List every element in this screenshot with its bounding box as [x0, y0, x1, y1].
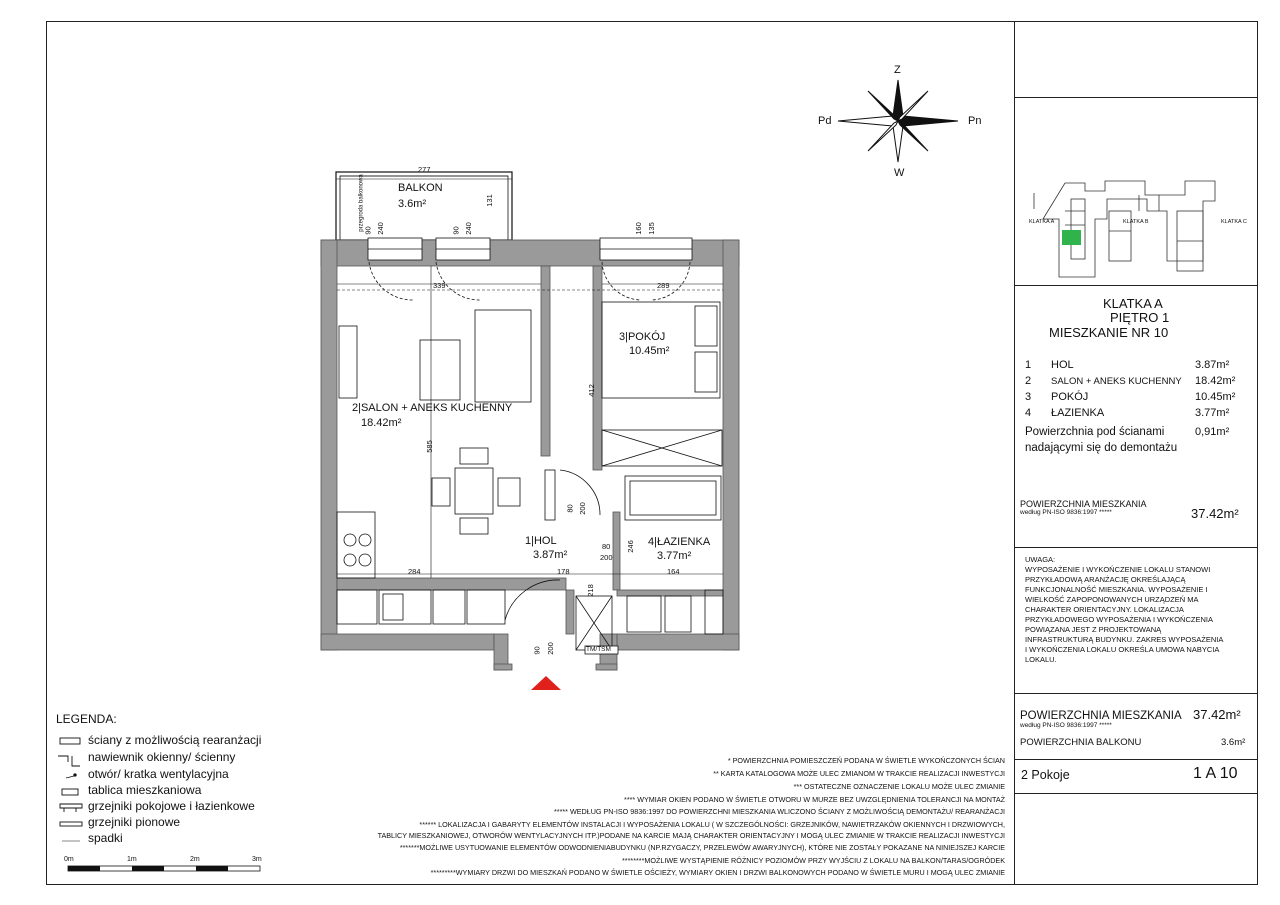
sofa [475, 310, 531, 402]
dim: 412 [586, 384, 596, 397]
dim: 200 [577, 502, 587, 515]
keyplan-label-b: KLATKA B [1123, 219, 1149, 225]
footnote: ********MOŻLIWE WYSTĄPIENIE RÓŻNICY POZIOMÓW PRZY WYJŚCIU Z LOKALU NA BALKON/TARAS/OGRÓDEK [622, 856, 1005, 865]
dim: 339 [433, 281, 446, 290]
dim: 200 [600, 553, 613, 562]
apartment-highlight [1062, 230, 1081, 245]
footnote: ** KARTA KATALOGOWA MOŻE ULEC ZMIANOM W TRAKCIE REALIZACJI INWESTYCJI [713, 769, 1005, 778]
balcony-divider-tag: przegroda balkonowa [358, 174, 365, 232]
footnote: TABLICY MIESZKANIOWEJ, OTWORÓW WENTYLACYJNYCH ITP.)PODANE NA KARCIE MAJĄ CHARAKTER ORIENTACYJNY I MOGĄ ULEC ZMIANIE W TRAKCIE REALIZACJI INWESTYCJI [377, 831, 1005, 840]
bottom-summary-area: 37.42m² [1193, 707, 1241, 722]
keyplan-label-a: KLATKA A [1029, 219, 1055, 225]
dim: 200 [545, 642, 555, 655]
remarks-block: UWAGA: WYPOSAŻENIE I WYKOŃCZENIE LOKALU STANOWI PRZYKŁADOWĄ ARANŻACJĘ OKREŚLAJĄCĄ FUNKCJONALNOŚĆ MIESZKANIA. WYPOSAŻENIE I WIELKOŚĆ ZAPOPONOWANYCH URZĄDZEŃ MA CHARAKTER ORIENTACYJNY. LOKALIZACJA PRZYKŁADOWEGO WYPOSAŻENIA I WYKOŃCZENIA POWIĄZANA JEST Z PROJEKTOWANĄ INFRASTRUKTURĄ BUDYNKU. ZAKRES WYPOSAŻENIA I WYKOŃCZENIA LOKALU OKREŚLA UMOWA NABYCIA LOKALU. [1025, 555, 1224, 664]
bottom-summary-sub: według PN-ISO 9836:1997 ***** [1020, 722, 1112, 729]
dim: 585 [424, 440, 434, 453]
room2-area: 18.42m² [361, 417, 402, 429]
coffee-table [420, 340, 460, 400]
scale-label: 3m [252, 856, 262, 863]
walls [321, 240, 739, 670]
room4-name: 4|ŁAZIENKA [648, 536, 711, 548]
legend-symbols [58, 738, 82, 841]
entrance-marker [531, 676, 561, 690]
dim: 289 [657, 281, 670, 290]
room1-area: 3.87m² [533, 549, 568, 561]
stove [337, 512, 375, 578]
walls-note-line2: nadającymi się do demontażu [1025, 442, 1178, 454]
sink [379, 590, 431, 624]
dim: 90 [532, 646, 542, 655]
summary-area: 37.42m² [1191, 506, 1239, 521]
stair-label: KLATKA A [1103, 296, 1163, 311]
dim: 246 [625, 540, 635, 553]
room-count: 2 Pokoje [1021, 768, 1070, 782]
dim: 80 [565, 504, 575, 513]
dim: 240 [463, 222, 473, 235]
dim: 135 [646, 222, 656, 235]
apartment-code: 1 A 10 [1193, 765, 1238, 782]
compass-west: Pd [818, 115, 832, 127]
summary-label: POWIERZCHNIA MIESZKANIA [1020, 499, 1147, 509]
summary-sub: według PN-ISO 9836:1997 ***** [1020, 509, 1112, 516]
scale-bar [68, 866, 260, 871]
compass-east: Pn [968, 115, 982, 127]
tm-label: TM/TSM [586, 646, 611, 653]
dim: 80 [602, 542, 611, 551]
dim: 178 [557, 567, 570, 576]
legend-title: LEGENDA: [56, 712, 117, 726]
footnote: *******MOŻLIWE USYTUOWANIE ELEMENTÓW ODWODNIENIABUDYNKU (NP.RZYGACZY, PRZELEWÓW AWARYJNYCH), KTÓRE NIE ZOSTAŁY POKAZANE NA NINIEJSZEJ KARCIE [399, 843, 1005, 852]
room4-area: 3.77m² [657, 550, 692, 562]
dim: 90 [451, 226, 461, 235]
footnote: * POWIERZCHNIA POMIESZCZEŃ PODANA W ŚWIETLE WYKOŃCZONYCH ŚCIAN [727, 756, 1005, 765]
compass-north: Z [894, 64, 901, 76]
walls-note-area: 0,91m² [1195, 426, 1230, 438]
dim: 218 [585, 584, 595, 597]
bottom-summary-label: POWIERZCHNIA MIESZKANIA [1020, 710, 1182, 722]
room3-area: 10.45m² [629, 345, 670, 357]
room1-name: 1|HOL [525, 535, 557, 547]
info-panel: KLATKA A KLATKA B KLATKA C KLATKA A PIĘTRO 1 MIESZKANIE NR 10 1 HOL 3.87m² 2 SALON + ANEKS KUCHENNY 18.42m² 3 POKÓJ 10.45m² 4 ŁAZIENKA 3.77m² Powierzchnia pod ścianami 0,91m² nadającymi się do demontażu POWIERZCHNIA MIESZKANIA według PN-ISO 9836:1997 ***** 37.42m² UWAGA: WYPOSAŻENIE I WYKOŃCZENIE LOKALU STANOWI PRZYKŁADOWĄ ARANŻACJĘ OKREŚLAJĄCĄ FUNKCJONALNOŚĆ MIESZKANIA. WYPOSAŻENIE I WIELKOŚĆ ZAPOPONOWANYCH URZĄDZEŃ MA CHARAKTER ORIENTACYJNY. LOKALIZACJA PRZYKŁADOWEGO WYPOSAŻENIA I WYKOŃCZENIA POWIĄZANA JEST Z PROJEKTOWANĄ INFRASTRUKTURĄ BUDYNKU. ZAKRES WYPOSAŻENIA I WYKOŃCZENIA LOKALU OKREŚLA UMOWA NABYCIA LOKALU. POWIERZCHNIA MIESZKANIA według PN-ISO 9836:1997 ***** 37.42m² POWIERZCHNIA BALKONU 3.6m² 2 Pokoje 1 A 10 [1014, 21, 1258, 885]
toilet [627, 596, 661, 632]
footnote: **** WYMIAR OKIEN PODANO W ŚWIETLE OTWORU W MURZE BEZ UWZGLĘDNIENIA TOLERANCJI NA MONTAŻ [624, 795, 1005, 804]
balcony-area-value: 3.6m² [1221, 737, 1246, 748]
footnote: ****** LOKALIZACJA I GABARYTY ELEMENTÓW INSTALACJI I WYPOSAŻENIA LOKALU ( W SZCZEGÓLNOŚCI: GRZEJNIKÓW, NAWIETRZAKÓW OKIENNYCH I DRZWIOWYCH, [419, 820, 1005, 829]
footnote: ***** WEDŁUG PN-ISO 9836:1997 DO POWIERZCHNI MIESZKANIA WLICZONO ŚCIANY Z MOŻLIWOŚCIĄ DEMONTAŻU/ REARANŻACJI [553, 807, 1005, 816]
footnote: *** OSTATECZNE OZNACZENIE LOKALU MOŻE ULEC ZMIANIE [793, 782, 1005, 791]
scale-label: 1m [127, 856, 137, 863]
balcony-area: 3.6m² [398, 198, 427, 210]
balcony-area-label: POWIERZCHNIA BALKONU [1020, 737, 1142, 748]
compass-south: W [894, 167, 905, 179]
compass-rose [838, 80, 958, 162]
dim: 284 [408, 567, 421, 576]
room2-name: 2|SALON + ANEKS KUCHENNY [352, 402, 513, 414]
dim: 164 [667, 567, 680, 576]
dim: 131 [484, 194, 494, 207]
bathtub [625, 476, 721, 520]
footnote: *********WYMIARY DRZWI DO MIESZKAŃ PODANO W ŚWIETLE OŚCIEŻY, WYMIARY OKIEN I DRZWI BALKONOWYCH PODANO W ŚWIETLE MURU I MOGĄ ULEC ZMIANIE [430, 868, 1005, 877]
balcony-name: BALKON [398, 182, 443, 194]
dim: 240 [375, 222, 385, 235]
dim: 90 [363, 226, 373, 235]
apartment-label: MIESZKANIE NR 10 [1049, 325, 1169, 340]
scale-label: 0m [64, 856, 74, 863]
dining-table [455, 468, 493, 514]
room3-name: 3|POKÓJ [619, 331, 666, 343]
building-key-plan [1019, 171, 1255, 281]
walls-note-line1: Powierzchnia pod ścianami [1025, 426, 1165, 438]
keyplan-label-c: KLATKA C [1221, 219, 1247, 225]
dim: 277 [418, 165, 431, 174]
scale-label: 2m [190, 856, 200, 863]
floor-label: PIĘTRO 1 [1110, 310, 1170, 325]
dim: 160 [633, 222, 643, 235]
